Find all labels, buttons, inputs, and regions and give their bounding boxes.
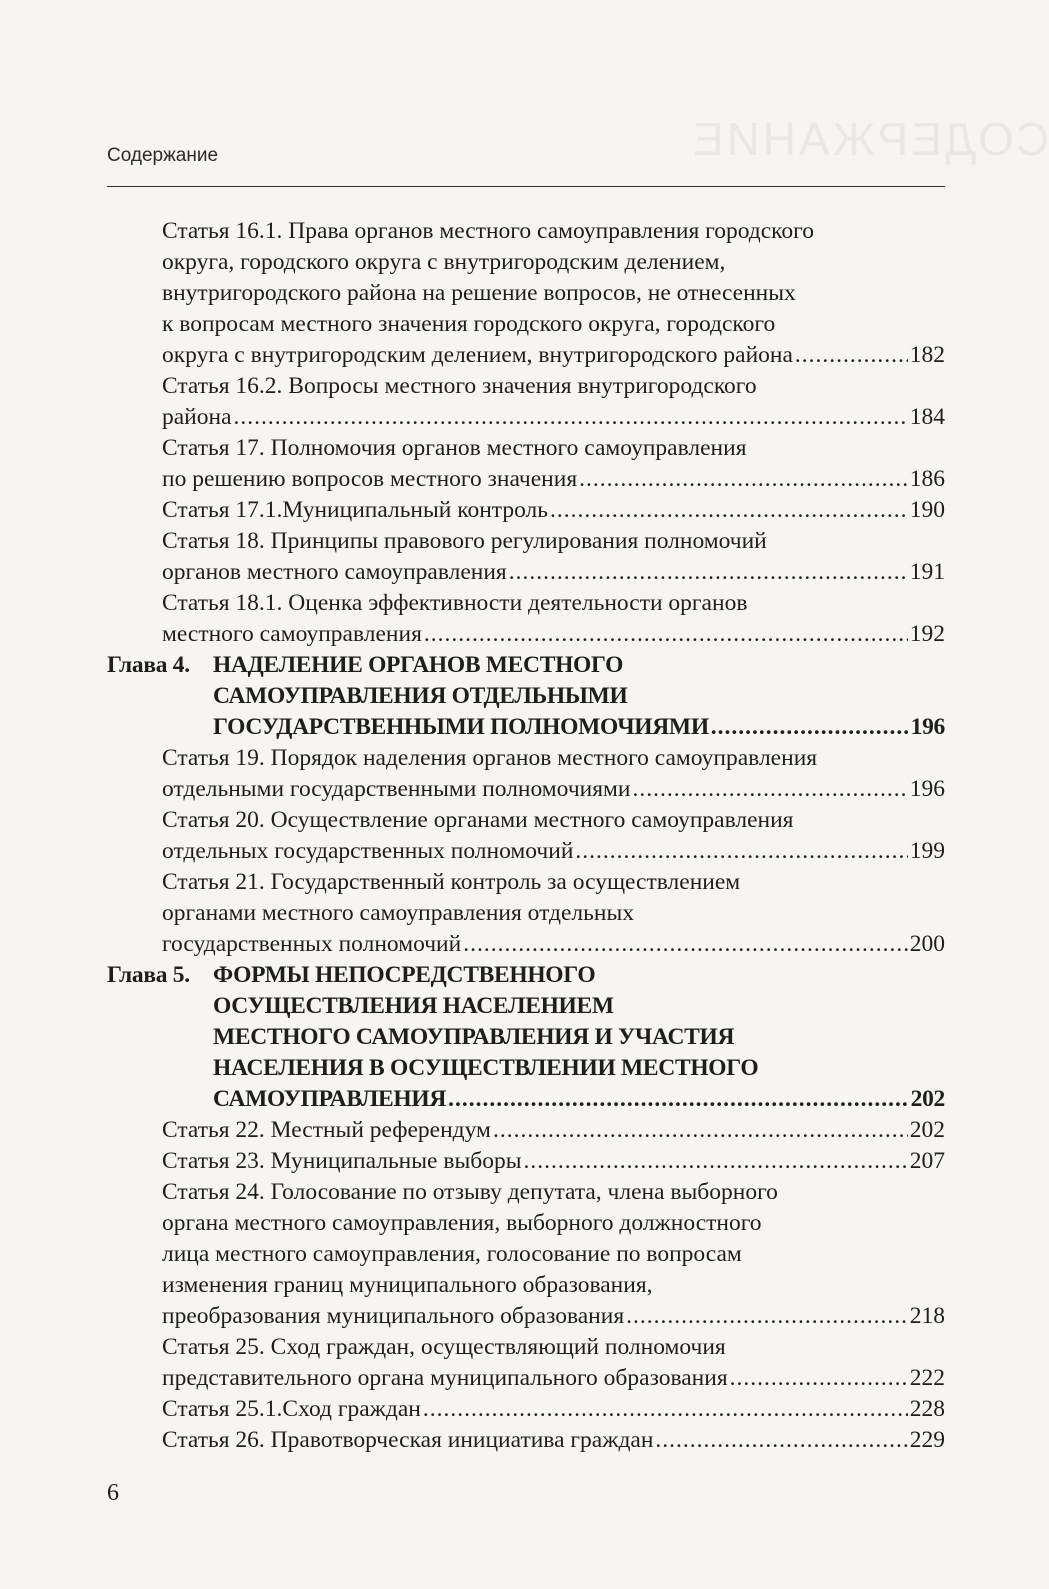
toc-entry-line: Статья 25. Сход граждан, осуществляющий полномочия <box>162 1334 726 1360</box>
toc-entry-line: органа местного самоуправления, выборного должностного <box>162 1210 762 1236</box>
toc-entry-title: округа с внутригородским делением, внутригородского района <box>162 342 793 368</box>
toc-entry-title: по решению вопросов местного значения <box>162 466 578 492</box>
toc-entry <box>107 216 945 371</box>
dot-leader <box>795 340 908 371</box>
toc-entry-line: Статья 16.2. Вопросы местного значения внутригородского <box>162 373 757 399</box>
dot-leader <box>730 1363 908 1394</box>
toc-page-number: 218 <box>909 1303 945 1329</box>
toc-entry <box>107 867 945 960</box>
toc-entry <box>107 1425 945 1456</box>
toc-entry-line: внутригородского района на решение вопросов, не отнесенных <box>162 280 796 306</box>
chapter-label: Глава 4. <box>107 652 190 678</box>
show-through-title: СОДЕРЖАНИЕ <box>690 113 1049 165</box>
toc-entry-title: Статья 22. Местный референдум <box>162 1117 491 1143</box>
header-rule <box>107 186 945 187</box>
toc-entry <box>107 1332 945 1394</box>
toc-page-number: 207 <box>909 1148 945 1174</box>
toc-entry <box>107 1146 945 1177</box>
toc-page-number: 196 <box>910 714 945 740</box>
page-number: 6 <box>107 1480 119 1506</box>
dot-leader <box>575 836 907 867</box>
dot-leader <box>463 929 908 960</box>
toc-entry-line: округа, городского округа с внутригородским делением, <box>162 249 726 275</box>
dot-leader <box>234 402 908 433</box>
toc-page-number: 199 <box>909 838 945 864</box>
dot-leader <box>493 1115 908 1146</box>
toc-entry <box>107 526 945 588</box>
toc-entry-title: Статья 23. Муниципальные выборы <box>162 1148 522 1174</box>
dot-leader <box>424 619 908 650</box>
toc-entry <box>107 495 945 526</box>
toc-entry <box>107 805 945 867</box>
toc-entry-last-line <box>162 1394 945 1425</box>
toc-entry-line: Статья 18.1. Оценка эффективности деятельности органов <box>162 590 748 616</box>
toc-page-number: 186 <box>909 466 945 492</box>
toc-entry <box>107 743 945 805</box>
toc-entry-line: к вопросам местного значения городского округа, городского <box>162 311 776 337</box>
toc-entry-last-line <box>162 929 945 960</box>
toc-entry <box>107 433 945 495</box>
toc-entry-last-line <box>162 774 945 805</box>
dot-leader <box>423 1394 908 1425</box>
running-head: Содержание <box>107 145 219 166</box>
toc-page-number: 192 <box>909 621 945 647</box>
toc-entry-line: САМОУПРАВЛЕНИЯ ОТДЕЛЬНЫМИ <box>213 683 628 709</box>
toc-entry-line: Статья 20. Осуществление органами местного самоуправления <box>162 807 794 833</box>
toc-entry-title: Статья 26. Правотворческая инициатива граждан <box>162 1427 654 1453</box>
toc-entry-line: НАДЕЛЕНИЕ ОРГАНОВ МЕСТНОГО <box>213 652 624 678</box>
toc-entry-title: преобразования муниципального образования <box>162 1303 625 1329</box>
toc-page-number: 228 <box>909 1396 945 1422</box>
toc-entry-line: МЕСТНОГО САМОУПРАВЛЕНИЯ И УЧАСТИЯ <box>213 1024 735 1050</box>
toc-entry-title: Статья 25.1.Сход граждан <box>162 1396 421 1422</box>
toc-entry-last-line <box>162 836 945 867</box>
toc-entry-last-line <box>162 1425 945 1456</box>
toc-entry-last-line <box>162 1301 945 1332</box>
toc-entry <box>107 371 945 433</box>
dot-leader <box>448 1084 909 1115</box>
toc-entry-title: представительного органа муниципального образования <box>162 1365 728 1391</box>
toc-entry-title: органов местного самоуправления <box>162 559 507 585</box>
dot-leader <box>524 1146 908 1177</box>
toc-entry-line: Статья 16.1. Права органов местного самоуправления городского <box>162 218 814 244</box>
toc-page-number: 202 <box>909 1117 945 1143</box>
toc-entry-line: органами местного самоуправления отдельных <box>162 900 634 926</box>
toc-entry-title: САМОУПРАВЛЕНИЯ <box>213 1086 447 1112</box>
toc-entry <box>107 1177 945 1332</box>
toc-entry-title: местного самоуправления <box>162 621 422 647</box>
toc-entry-line: изменения границ муниципального образования, <box>162 1272 653 1298</box>
toc-entry-title: ГОСУДАРСТВЕННЫМИ ПОЛНОМОЧИЯМИ <box>213 714 709 740</box>
toc-page-number: 222 <box>909 1365 945 1391</box>
toc-entry-last-line <box>213 1084 945 1115</box>
toc-page-number: 182 <box>909 342 945 368</box>
toc-entry-last-line <box>162 495 945 526</box>
toc-page-number: 229 <box>909 1427 945 1453</box>
toc-entry-last-line <box>162 619 945 650</box>
toc-entry-last-line <box>162 340 945 371</box>
dot-leader <box>626 1301 908 1332</box>
toc-entry-title: отдельными государственными полномочиями <box>162 776 631 802</box>
toc-page-number: 202 <box>910 1086 945 1112</box>
dot-leader <box>711 712 909 743</box>
toc-entry-line: Статья 17. Полномочия органов местного самоуправления <box>162 435 747 461</box>
dot-leader <box>509 557 908 588</box>
toc-entry-last-line <box>162 464 945 495</box>
dot-leader <box>550 495 908 526</box>
chapter-label: Глава 5. <box>107 962 190 988</box>
toc-entry-line: Статья 24. Голосование по отзыву депутата, члена выборного <box>162 1179 778 1205</box>
toc-entry-line: лица местного самоуправления, голосование по вопросам <box>162 1241 742 1267</box>
toc-entry-line: НАСЕЛЕНИЯ В ОСУЩЕСТВЛЕНИИ МЕСТНОГО <box>213 1055 759 1081</box>
toc-entry-line: Статья 19. Порядок наделения органов местного самоуправления <box>162 745 818 771</box>
toc-entry <box>107 1394 945 1425</box>
toc-entry-title: отдельных государственных полномочий <box>162 838 574 864</box>
toc-entry-line: ФОРМЫ НЕПОСРЕДСТВЕННОГО <box>213 962 596 988</box>
table-of-contents <box>107 216 945 1456</box>
dot-leader <box>632 774 907 805</box>
toc-entry-last-line <box>162 1146 945 1177</box>
toc-page-number: 196 <box>909 776 945 802</box>
toc-entry-line: Статья 18. Принципы правового регулирования полномочий <box>162 528 767 554</box>
toc-entry-last-line <box>162 1115 945 1146</box>
toc-chapter <box>107 650 945 743</box>
dot-leader <box>579 464 908 495</box>
toc-entry-line: ОСУЩЕСТВЛЕНИЯ НАСЕЛЕНИЕМ <box>213 993 614 1019</box>
toc-entry <box>107 1115 945 1146</box>
toc-page-number: 190 <box>909 497 945 523</box>
toc-entry-title: района <box>162 404 232 430</box>
toc-entry-line: Статья 21. Государственный контроль за осуществлением <box>162 869 741 895</box>
toc-entry <box>107 588 945 650</box>
toc-entry-last-line <box>162 1363 945 1394</box>
toc-page-number: 200 <box>909 931 945 957</box>
toc-entry-title: государственных полномочий <box>162 931 462 957</box>
toc-page-number: 191 <box>909 559 945 585</box>
dot-leader <box>655 1425 907 1456</box>
toc-chapter <box>107 960 945 1115</box>
toc-entry-last-line <box>162 402 945 433</box>
toc-entry-title: Статья 17.1.Муниципальный контроль <box>162 497 548 523</box>
toc-entry-last-line <box>162 557 945 588</box>
toc-entry-last-line <box>213 712 945 743</box>
toc-page-number: 184 <box>909 404 945 430</box>
